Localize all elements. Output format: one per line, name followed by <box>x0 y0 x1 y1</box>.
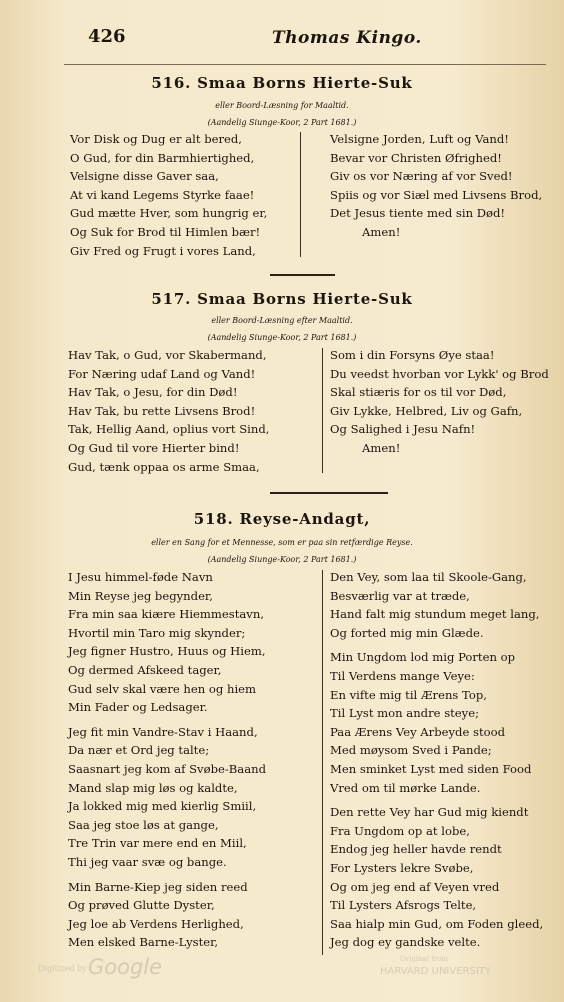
verse-line: Giv Fred og Frugt i vores Land, <box>70 243 256 258</box>
verse-line: Du veedst hvorban vor Lykk' og Brod <box>330 366 549 381</box>
amen-line: Amen! <box>362 440 401 455</box>
verse-line: Jeg figner Hustro, Huus og Hiem, <box>68 644 266 659</box>
verse-line: Til Verdens mange Veye: <box>330 668 475 683</box>
verse-line: Med møysom Sved i Pande; <box>330 743 492 758</box>
verse-line: Hav Tak, bu rette Livsens Brod! <box>68 403 256 418</box>
verse-line: Men elsked Barne-Lyster, <box>68 935 219 950</box>
google-watermark: Google <box>88 955 163 979</box>
verse-line: Min Barne-Kiep jeg siden reed <box>68 879 248 894</box>
verse-line: Den Vey, som laa til Skoole-Gang, <box>330 570 527 584</box>
verse-line: Velsigne Jorden, Luft og Vand! <box>330 132 509 146</box>
verse-line: For Næring udaf Land og Vand! <box>68 366 256 381</box>
hymn-518-melody: (Aandelig Siunge-Koor, 2 Part 1681.) <box>207 555 357 564</box>
hymn-517-right-column <box>330 346 549 458</box>
verse-line: Saasnart jeg kom af Svøbe-Baand <box>68 761 267 776</box>
hymn-516-right-column <box>330 130 542 242</box>
verse-line: Fra Ungdom op at lobe, <box>330 823 470 838</box>
hymn-518-subtitle: eller en Sang for et Mennesse, som er paa sin retfærdige Reyse. <box>151 538 413 547</box>
hymn-title-text: Smaa Borns Hierte-Suk <box>197 74 413 92</box>
verse-line: Tre Trin var mere end en Miil, <box>68 836 247 851</box>
verse-line: Og prøved Glutte Dyster, <box>68 898 215 913</box>
hymn-516-subtitle: eller Boord-Læsning for Maaltid. <box>215 101 349 110</box>
verse-line: Hav Tak, o Jesu, for din Død! <box>68 385 238 400</box>
verse-line: Ja lokked mig med kierlig Smiil, <box>68 799 257 814</box>
verse-line: Til Lyst mon andre steye; <box>330 706 479 721</box>
verse-line: Til Lysters Afsrogs Telte, <box>330 898 477 913</box>
header-rule <box>64 64 546 65</box>
hymn-number: 516. <box>151 74 192 92</box>
verse-line: Hand falt mig stundum meget lang, <box>330 607 540 622</box>
verse-line: Paa Ærens Vey Arbeyde stood <box>330 724 506 739</box>
verse-line: Min Fader og Ledsager. <box>68 700 208 715</box>
verse-line: Jeg loe ab Verdens Herlighed, <box>68 916 244 931</box>
verse-line: Og Suk for Brod til Himlen bær! <box>70 224 261 239</box>
original-from-text: Original from <box>400 955 448 963</box>
verse-line: Det Jesus tiente med sin Død! <box>330 206 506 221</box>
verse-line: O Gud, for din Barmhiertighed, <box>70 150 255 165</box>
section-rule <box>270 274 335 276</box>
verse-line: Fra min saa kiære Hiemmestavn, <box>68 607 264 622</box>
verse-line: Saa hialp min Gud, om Foden gleed, <box>330 916 544 931</box>
verse-line: Hav Tak, o Gud, vor Skabermand, <box>68 348 267 362</box>
hymn-517-melody: (Aandelig Siunge-Koor, 2 Part 1681.) <box>207 333 357 342</box>
digitized-by-text: Digitized by <box>38 964 87 973</box>
hymn-number: 518. <box>193 510 234 528</box>
verse-line: Min Ungdom lod mig Porten op <box>330 650 516 665</box>
hymn-517-subtitle: eller Boord-Læsning efter Maaltid. <box>211 316 353 325</box>
hymn-518-right-column <box>330 568 543 952</box>
verse-line: Bevar vor Christen Øfrighed! <box>330 150 502 165</box>
hymn-number: 517. <box>151 290 192 308</box>
verse-line: For Lysters lekre Svøbe, <box>330 860 474 875</box>
amen-line: Amen! <box>362 224 401 239</box>
verse-line: Hvortil min Taro mig skynder; <box>68 625 246 640</box>
verse-line: Vred om til mørke Lande. <box>330 780 481 795</box>
verse-line: At vi kand Legems Styrke faae! <box>70 187 255 202</box>
hymn-516-left-column <box>70 130 267 260</box>
verse-line: Jeg fit min Vandre-Stav i Haand, <box>68 724 258 739</box>
page-number: 426 <box>88 26 126 47</box>
verse-line: Gud, tænk oppaa os arme Smaa, <box>68 459 260 474</box>
verse-line: Gud selv skal være hen og hiem <box>68 681 257 696</box>
verse-line: Men sminket Lyst med siden Food <box>330 761 532 776</box>
column-divider <box>300 132 301 257</box>
verse-line: Mand slap mig løs og kaldte, <box>68 780 238 795</box>
verse-line: Thi jeg vaar svæ og bange. <box>68 854 227 869</box>
hymn-516-melody: (Aandelig Siunge-Koor, 2 Part 1681.) <box>207 118 357 127</box>
verse-line: Den rette Vey har Gud mig kiendt <box>330 805 529 820</box>
verse-line: Velsigne disse Gaver saa, <box>70 169 219 184</box>
library-watermark: HARVARD UNIVERSITY <box>380 966 492 977</box>
verse-line: Saa jeg stoe løs at gange, <box>68 817 219 832</box>
verse-line: Giv os vor Næring af vor Sved! <box>330 169 513 184</box>
hymn-title-text: Reyse-Andagt, <box>239 510 371 528</box>
running-title: Thomas Kingo. <box>272 28 422 48</box>
hymn-517-left-column <box>68 346 269 476</box>
hymn-516-title <box>0 74 564 92</box>
verse-line: I Jesu himmel-føde Navn <box>68 570 213 584</box>
page-header <box>0 26 564 50</box>
verse-line: Min Reyse jeg begynder, <box>68 588 213 603</box>
verse-line: Endog jeg heller havde rendt <box>330 842 502 857</box>
verse-line: Skal stiæris for os til vor Død, <box>330 385 507 400</box>
column-divider <box>322 570 323 955</box>
verse-line: Giv Lykke, Helbred, Liv og Gafn, <box>330 403 523 418</box>
verse-line: Spiis og vor Siæl med Livsens Brod, <box>330 187 543 202</box>
verse-line: Da nær et Ord jeg talte; <box>68 743 210 758</box>
verse-line: Vor Disk og Dug er alt bered, <box>70 132 242 146</box>
verse-line: Besværlig var at træde, <box>330 588 470 603</box>
section-rule <box>270 492 388 494</box>
hymn-518-title <box>0 510 564 528</box>
hymn-title-text: Smaa Borns Hierte-Suk <box>197 290 413 308</box>
verse-line: En vifte mig til Ærens Top, <box>330 687 487 702</box>
hymn-517-title <box>0 290 564 308</box>
verse-line: Og om jeg end af Veyen vred <box>330 879 500 894</box>
column-divider <box>322 348 323 473</box>
verse-line: Og Salighed i Jesu Nafn! <box>330 422 476 437</box>
verse-line: Jeg dog ey gandske velte. <box>330 935 481 950</box>
hymn-518-left-column <box>68 568 266 952</box>
verse-line: Og Gud til vore Hierter bind! <box>68 440 240 455</box>
verse-line: Som i din Forsyns Øye staa! <box>330 348 495 362</box>
verse-line: Gud mætte Hver, som hungrig er, <box>70 206 268 221</box>
verse-line: Tak, Hellig Aand, oplius vort Sind, <box>68 422 270 437</box>
verse-line: Og dermed Afskeed tager, <box>68 662 222 677</box>
verse-line: Og forted mig min Glæde. <box>330 625 484 640</box>
